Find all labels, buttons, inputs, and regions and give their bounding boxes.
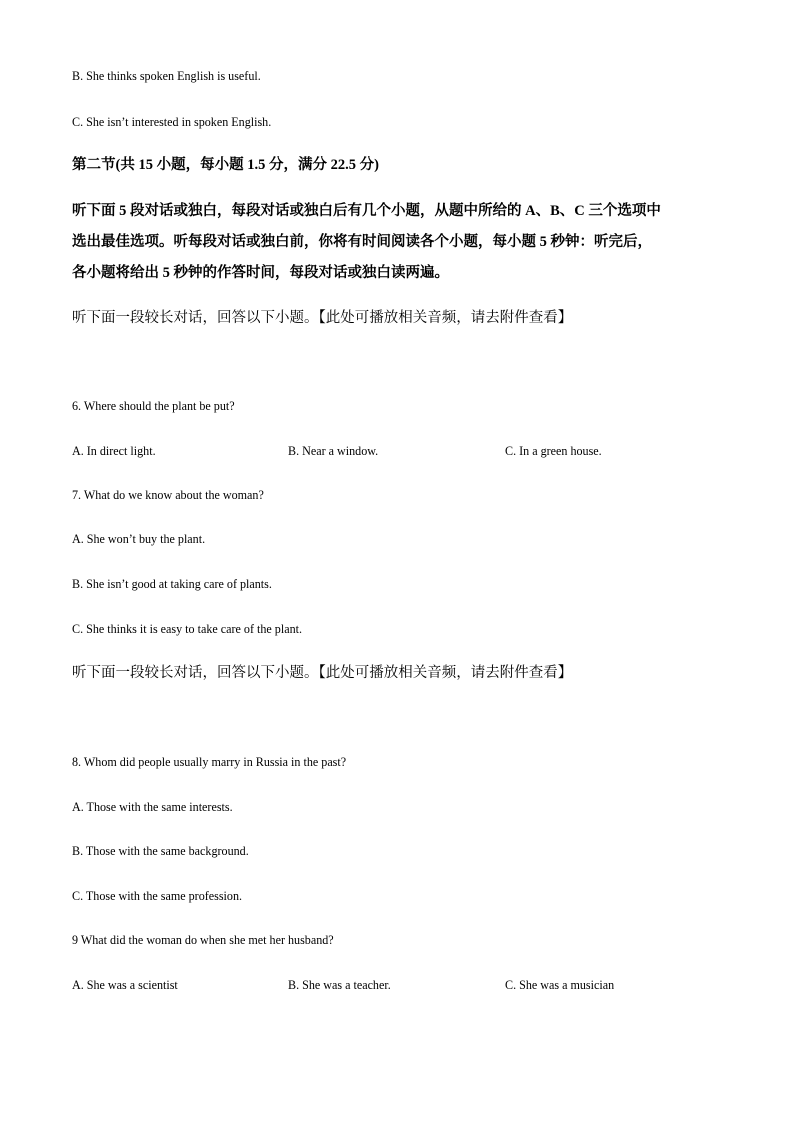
question-8: 8. Whom did people usually marry in Russia in the past? xyxy=(72,754,347,769)
q9-option-c: C. She was a musician xyxy=(505,977,615,992)
q7-option-c: C. She thinks it is easy to take care of the plant. xyxy=(72,621,303,636)
instruction-line-1: 听下面 5 段对话或独白，每段对话或独白后有几个小题，从题中所给的 A、B、C 三个选项中 xyxy=(72,203,661,219)
option-b-prev: B. She thinks spoken English is useful. xyxy=(72,68,261,83)
q6-option-c: C. In a green house. xyxy=(505,443,602,458)
question-7: 7. What do we know about the woman? xyxy=(72,487,264,502)
q7-option-b: B. She isn’t good at taking care of plants. xyxy=(72,576,272,591)
section-heading: 第二节(共 15 小题，每小题 1.5 分，满分 22.5 分) xyxy=(72,157,379,173)
instruction-line-3: 各小题将给出 5 秒钟的作答时间，每段对话或独白读两遍。 xyxy=(72,265,449,281)
question-9: 9 What did the woman do when she met her husband? xyxy=(72,932,334,947)
listen-instruction-1: 听下面一段较长对话，回答以下小题。【此处可播放相关音频，请去附件查看】 xyxy=(72,310,573,326)
q8-option-b: B. Those with the same background. xyxy=(72,843,249,858)
question-6: 6. Where should the plant be put? xyxy=(72,398,235,413)
q6-option-a: A. In direct light. xyxy=(72,443,156,458)
instruction-line-2: 选出最佳选项。听每段对话或独白前，你将有时间阅读各个小题，每小题 5 秒钟：听完后， xyxy=(72,234,652,250)
listen-instruction-2: 听下面一段较长对话，回答以下小题。【此处可播放相关音频，请去附件查看】 xyxy=(72,665,573,681)
q8-option-a: A. Those with the same interests. xyxy=(72,799,233,814)
q7-option-a: A. She won’t buy the plant. xyxy=(72,531,206,546)
option-c-prev: C. She isn’t interested in spoken English. xyxy=(72,114,272,129)
q8-option-c: C. Those with the same profession. xyxy=(72,888,243,903)
q9-option-a: A. She was a scientist xyxy=(72,977,178,992)
q6-option-b: B. Near a window. xyxy=(288,443,379,458)
q9-option-b: B. She was a teacher. xyxy=(288,977,391,992)
